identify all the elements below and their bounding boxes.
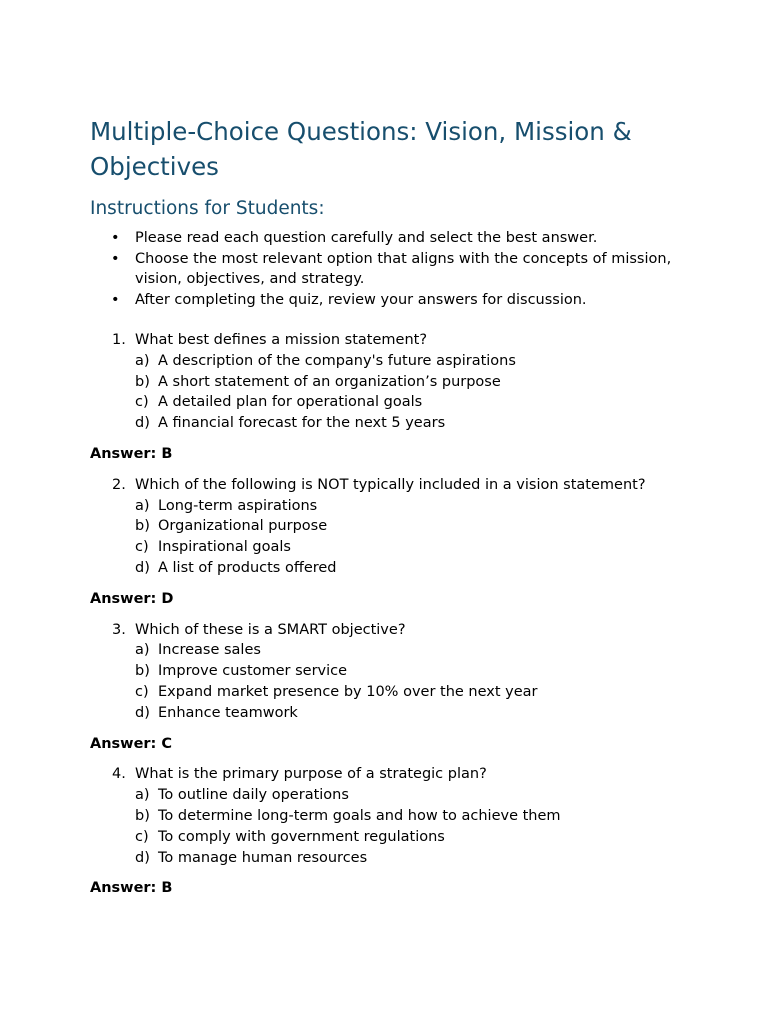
option-item [90,661,690,682]
option-text: To outline daily operations [158,787,349,804]
instruction-text: After completing the quiz, review your answers for discussion. [135,291,587,308]
question-number: 3. [112,621,126,638]
question-item [90,764,690,785]
option-letter: b) [135,373,150,390]
option-text: To manage human resources [158,849,368,866]
question-block [90,330,690,465]
answer-label: Answer: B [90,880,173,897]
answer-label: Answer: B [90,445,173,462]
option-item [90,537,690,558]
option-text: A description of the company's future aspirations [158,352,516,369]
option-item [90,516,690,537]
option-letter: d) [135,559,150,576]
option-letter: a) [135,642,150,659]
option-letter: b) [135,663,150,680]
answer-label: Answer: C [90,735,173,752]
option-text: Enhance teamwork [158,704,298,721]
instructions-heading: Instructions for Students: [90,198,325,219]
option-text: A detailed plan for operational goals [158,394,423,411]
option-item [90,392,690,413]
question-text: Which of the following is NOT typically included in a vision statement? [135,476,646,493]
option-letter: d) [135,849,150,866]
instructions-list [90,228,690,310]
question-item [90,330,690,351]
question-list [90,330,690,899]
option-text: Inspirational goals [158,539,291,556]
option-text: Increase sales [158,642,261,659]
question-text: What is the primary purpose of a strategic plan? [135,766,487,783]
option-text: To determine long-term goals and how to achieve them [158,807,561,824]
answer-label: Answer: D [90,590,174,607]
option-item [90,413,690,434]
question-number: 4. [112,766,126,783]
option-text: A financial forecast for the next 5 years [158,415,446,432]
instruction-item [90,249,690,290]
option-letter: b) [135,518,150,535]
bullet-icon: • [111,291,120,308]
option-letter: d) [135,704,150,721]
option-text: A list of products offered [158,559,337,576]
option-text: Organizational purpose [158,518,328,535]
option-letter: a) [135,787,150,804]
option-letter: c) [135,539,149,556]
instruction-text: Please read each question carefully and select the best answer. [135,230,598,246]
question-block [90,620,690,755]
question-text: What best defines a mission statement? [135,332,428,348]
option-item [90,351,690,372]
question-number: 1. [112,332,126,348]
page-title: Multiple-Choice Questions: Vision, Mission & Objectives [90,117,632,181]
instruction-item [90,290,690,311]
option-text: Expand market presence by 10% over the next year [158,683,538,700]
question-item [90,620,690,641]
option-item [90,372,690,393]
bullet-icon: • [111,230,120,246]
option-text: A short statement of an organization’s purpose [158,373,501,390]
option-letter: b) [135,807,150,824]
question-block [90,764,690,899]
option-item [90,558,690,579]
option-letter: a) [135,497,150,514]
question-block [90,475,690,610]
option-item [90,640,690,661]
option-letter: a) [135,352,150,369]
question-text: Which of these is a SMART objective? [135,621,406,638]
option-item [90,682,690,703]
option-item [90,806,690,827]
option-letter: d) [135,415,150,432]
option-letter: c) [135,828,149,845]
option-item [90,496,690,517]
option-text: To comply with government regulations [158,828,445,845]
question-item [90,475,690,496]
option-item [90,848,690,869]
bullet-icon: • [111,250,120,267]
question-number: 2. [112,476,126,493]
option-item [90,785,690,806]
option-item [90,827,690,848]
option-letter: c) [135,394,149,411]
instruction-item [90,228,690,249]
instruction-text: Choose the most relevant option that aligns with the concepts of mission, vision, objectives, and strategy. [135,250,672,287]
option-text: Improve customer service [158,663,348,680]
option-text: Long-term aspirations [158,497,318,514]
document-page [90,114,690,909]
option-letter: c) [135,683,149,700]
option-item [90,703,690,724]
